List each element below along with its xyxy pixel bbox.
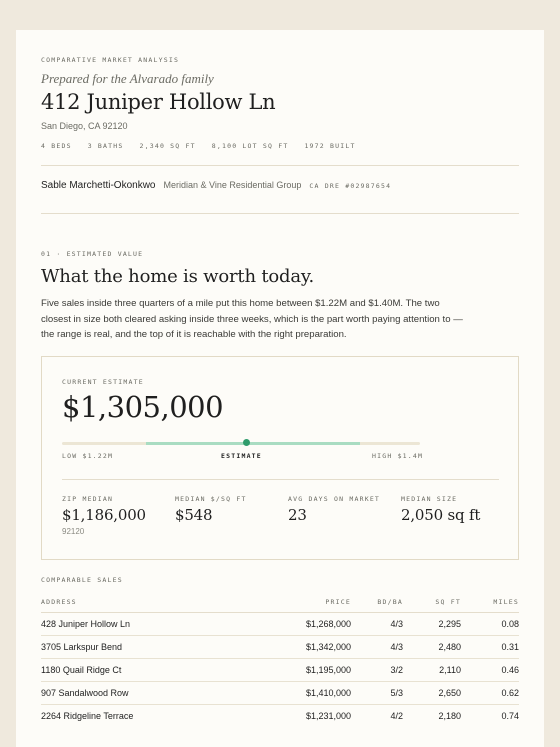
card-divider xyxy=(62,479,499,480)
comps-header-row xyxy=(41,592,519,613)
stat-median-size xyxy=(401,495,514,524)
cell-sqft: 2,480 xyxy=(403,636,461,659)
value-range-fill xyxy=(146,442,361,445)
stat-value: $1,186,000 xyxy=(62,506,146,524)
stat-value: 2,050 sq ft xyxy=(401,506,481,524)
table-row xyxy=(41,682,519,705)
range-high-label: HIGH $1.4M xyxy=(372,452,424,460)
cell-bdba: 3/2 xyxy=(351,659,403,682)
cell-sqft: 2,650 xyxy=(403,682,461,705)
property-city: San Diego, CA 92120 xyxy=(41,121,128,131)
col-bdba: BD/BA xyxy=(351,592,403,613)
estimate-label: CURRENT ESTIMATE xyxy=(62,378,144,386)
table-row xyxy=(41,613,519,636)
report-eyebrow: COMPARATIVE MARKET ANALYSIS xyxy=(41,56,180,64)
cell-bdba: 4/3 xyxy=(351,636,403,659)
range-low-label: LOW $1.22M xyxy=(62,452,114,460)
prepared-for: Prepared for the Alvarado family xyxy=(41,71,214,86)
cell-address: 907 Sandalwood Row xyxy=(41,682,241,705)
cell-sqft: 2,295 xyxy=(403,613,461,636)
col-miles: MILES xyxy=(461,592,519,613)
spec-lot: 8,100 LOT SQ FT xyxy=(211,142,289,150)
value-range-track xyxy=(62,442,420,445)
cell-price: $1,342,000 xyxy=(241,636,351,659)
table-row xyxy=(41,636,519,659)
stat-days-on-market xyxy=(288,495,401,524)
cell-bdba: 5/3 xyxy=(351,682,403,705)
cell-address: 428 Juniper Hollow Ln xyxy=(41,613,241,636)
stat-median-ppsf xyxy=(175,495,288,524)
stat-label: MEDIAN $/SQ FT xyxy=(175,495,247,503)
stat-label: ZIP MEDIAN xyxy=(62,495,114,503)
cell-price: $1,410,000 xyxy=(241,682,351,705)
cell-sqft: 2,180 xyxy=(438,711,461,721)
cell-address: 1180 Quail Ridge Ct xyxy=(41,659,241,682)
range-estimate-label: ESTIMATE xyxy=(221,452,262,460)
cell-bdba: 4/2 xyxy=(390,711,403,721)
agent-license: CA DRE #02987654 xyxy=(309,182,392,190)
col-price: PRICE xyxy=(241,592,351,613)
estimate-card xyxy=(41,356,519,560)
spec-built: 1972 BUILT xyxy=(304,142,356,150)
spec-sqft: 2,340 SQ FT xyxy=(139,142,196,150)
agent-firm: Meridian & Vine Residential Group xyxy=(163,180,302,190)
agent-line xyxy=(41,180,519,191)
section-intro: Five sales inside three quarters of a mile put this home between $1.22M and $1.40M. The two closest in size both cleared asking inside three weeks, which is the part worth paying attention to — the range is real, and the top of it is reachable with the right preparation. xyxy=(41,298,463,340)
section-label: 01 · ESTIMATED VALUE xyxy=(41,250,144,258)
cell-address: 2264 Ridgeline Terrace xyxy=(41,711,134,721)
property-address: 412 Juniper Hollow Ln xyxy=(41,90,276,114)
stat-value: 23 xyxy=(288,506,307,524)
col-address: ADDRESS xyxy=(41,592,241,613)
report-page xyxy=(16,30,544,747)
cell-sqft: 2,110 xyxy=(403,659,461,682)
cell-bdba: 4/3 xyxy=(351,613,403,636)
cell-price: $1,195,000 xyxy=(241,659,351,682)
stat-label: MEDIAN SIZE xyxy=(401,495,458,503)
divider xyxy=(41,165,519,166)
cell-miles: 0.08 xyxy=(461,613,519,636)
stat-label: AVG DAYS ON MARKET xyxy=(288,495,381,503)
comps-label: COMPARABLE SALES xyxy=(41,576,123,584)
comps-table xyxy=(41,592,519,727)
cell-price: $1,231,000 xyxy=(305,711,351,721)
spec-baths: 3 BATHS xyxy=(87,142,124,150)
stat-value: $548 xyxy=(175,506,213,524)
estimate-value: $1,305,000 xyxy=(62,390,224,424)
col-sqft: SQ FT xyxy=(403,592,461,613)
stat-sub: 92120 xyxy=(62,527,85,536)
cell-address: 3705 Larkspur Bend xyxy=(41,636,241,659)
cell-miles: 0.62 xyxy=(461,682,519,705)
table-row xyxy=(41,659,519,682)
cell-miles: 0.31 xyxy=(461,636,519,659)
cell-price: $1,268,000 xyxy=(241,613,351,636)
stat-zip-median xyxy=(62,495,175,536)
agent-name: Sable Marchetti-Okonkwo xyxy=(41,180,156,191)
cell-miles: 0.46 xyxy=(461,659,519,682)
property-specs xyxy=(41,142,519,150)
section-title: What the home is worth today. xyxy=(41,266,314,287)
cell-miles: 0.74 xyxy=(501,711,519,721)
table-row xyxy=(41,705,519,728)
spec-beds: 4 BEDS xyxy=(41,142,72,150)
divider xyxy=(41,213,519,214)
